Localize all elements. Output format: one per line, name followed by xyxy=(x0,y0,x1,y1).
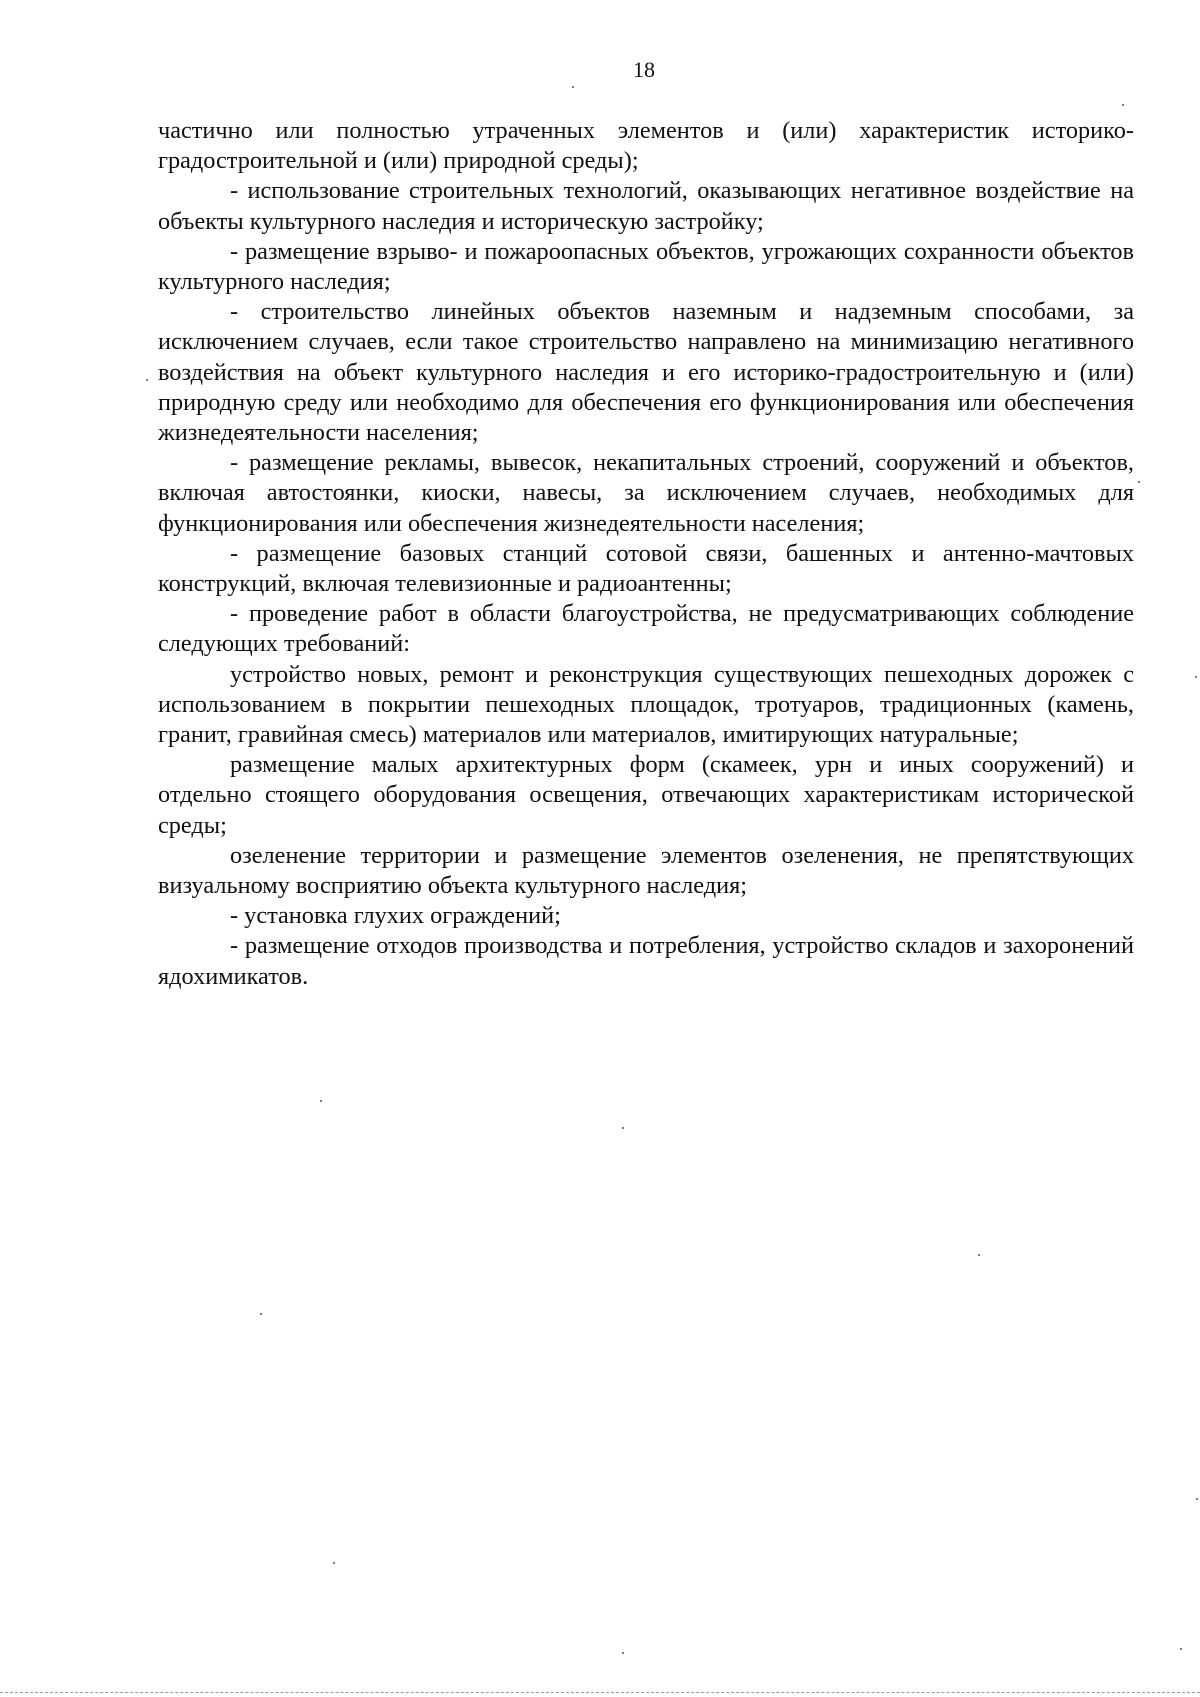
page-number: 18 xyxy=(633,57,655,82)
scan-speck xyxy=(1180,1648,1182,1650)
paragraph: - строительство линейных объектов наземным и надземным способами, за исключением случаев, если такое строительство направлено на минимизацию негативного воздействия на объект культурного наследия и его историко-градостроительную и (или) природную среду или необходимо для обеспечения его функционирования или обеспечения жизнедеятельности населения; xyxy=(158,298,1134,447)
paragraph: - использование строительных технологий, оказывающих негативное воздействие на объекты культурного наследия и историческую застройку; xyxy=(158,177,1134,235)
scan-speck xyxy=(572,86,574,88)
scan-speck xyxy=(1138,481,1140,483)
scan-speck xyxy=(333,1562,335,1564)
scan-speck xyxy=(1196,1498,1198,1500)
scan-speck xyxy=(622,1127,624,1129)
paragraph: - размещение базовых станций сотовой связи, башенных и антенно-мачтовых конструкций, включая телевизионные и радиоантенны; xyxy=(158,539,1134,598)
scan-edge-line xyxy=(0,1692,1200,1693)
paragraph: - установка глухих ограждений; xyxy=(230,902,561,930)
scan-speck xyxy=(146,379,148,381)
paragraph: - размещение отходов производства и потребления, устройство складов и захоронений ядохимикатов. xyxy=(158,932,1134,990)
document-body xyxy=(158,116,1134,992)
paragraph: озеленение территории и размещение элементов озеленения, не препятствующих визуальному восприятию объекта культурного наследия; xyxy=(158,841,1134,900)
scan-speck xyxy=(1195,676,1197,678)
paragraph: - размещение взрыво- и пожароопасных объектов, угрожающих сохранности объектов культурного наследия; xyxy=(158,237,1134,296)
scan-speck xyxy=(1122,104,1124,106)
paragraph: частично или полностью утраченных элементов и (или) характеристик историко-градостроительной и (или) природной среды); xyxy=(158,117,1134,175)
paragraph: - размещение рекламы, вывесок, некапитальных строений, сооружений и объектов, включая автостоянки, киоски, навесы, за исключением случаев, необходимых для функционирования или обеспечения жизнедеятельности населения; xyxy=(158,449,1134,537)
paragraph: устройство новых, ремонт и реконструкция существующих пешеходных дорожек с использованием в покрытии пешеходных площадок, тротуаров, традиционных (камень, гранит, гравийная смесь) материалов или материалов, имитирующих натуральные; xyxy=(158,660,1134,749)
scan-speck xyxy=(320,1100,322,1102)
paragraph: размещение малых архитектурных форм (скамеек, урн и иных сооружений) и отдельно стоящего оборудования освещения, отвечающих характеристикам исторической среды; xyxy=(158,751,1134,839)
paragraph: - проведение работ в области благоустройства, не предусматривающих соблюдение следующих требований: xyxy=(158,600,1134,658)
scan-speck xyxy=(260,1313,262,1315)
scan-speck xyxy=(978,1254,980,1256)
scan-speck xyxy=(622,1652,624,1654)
